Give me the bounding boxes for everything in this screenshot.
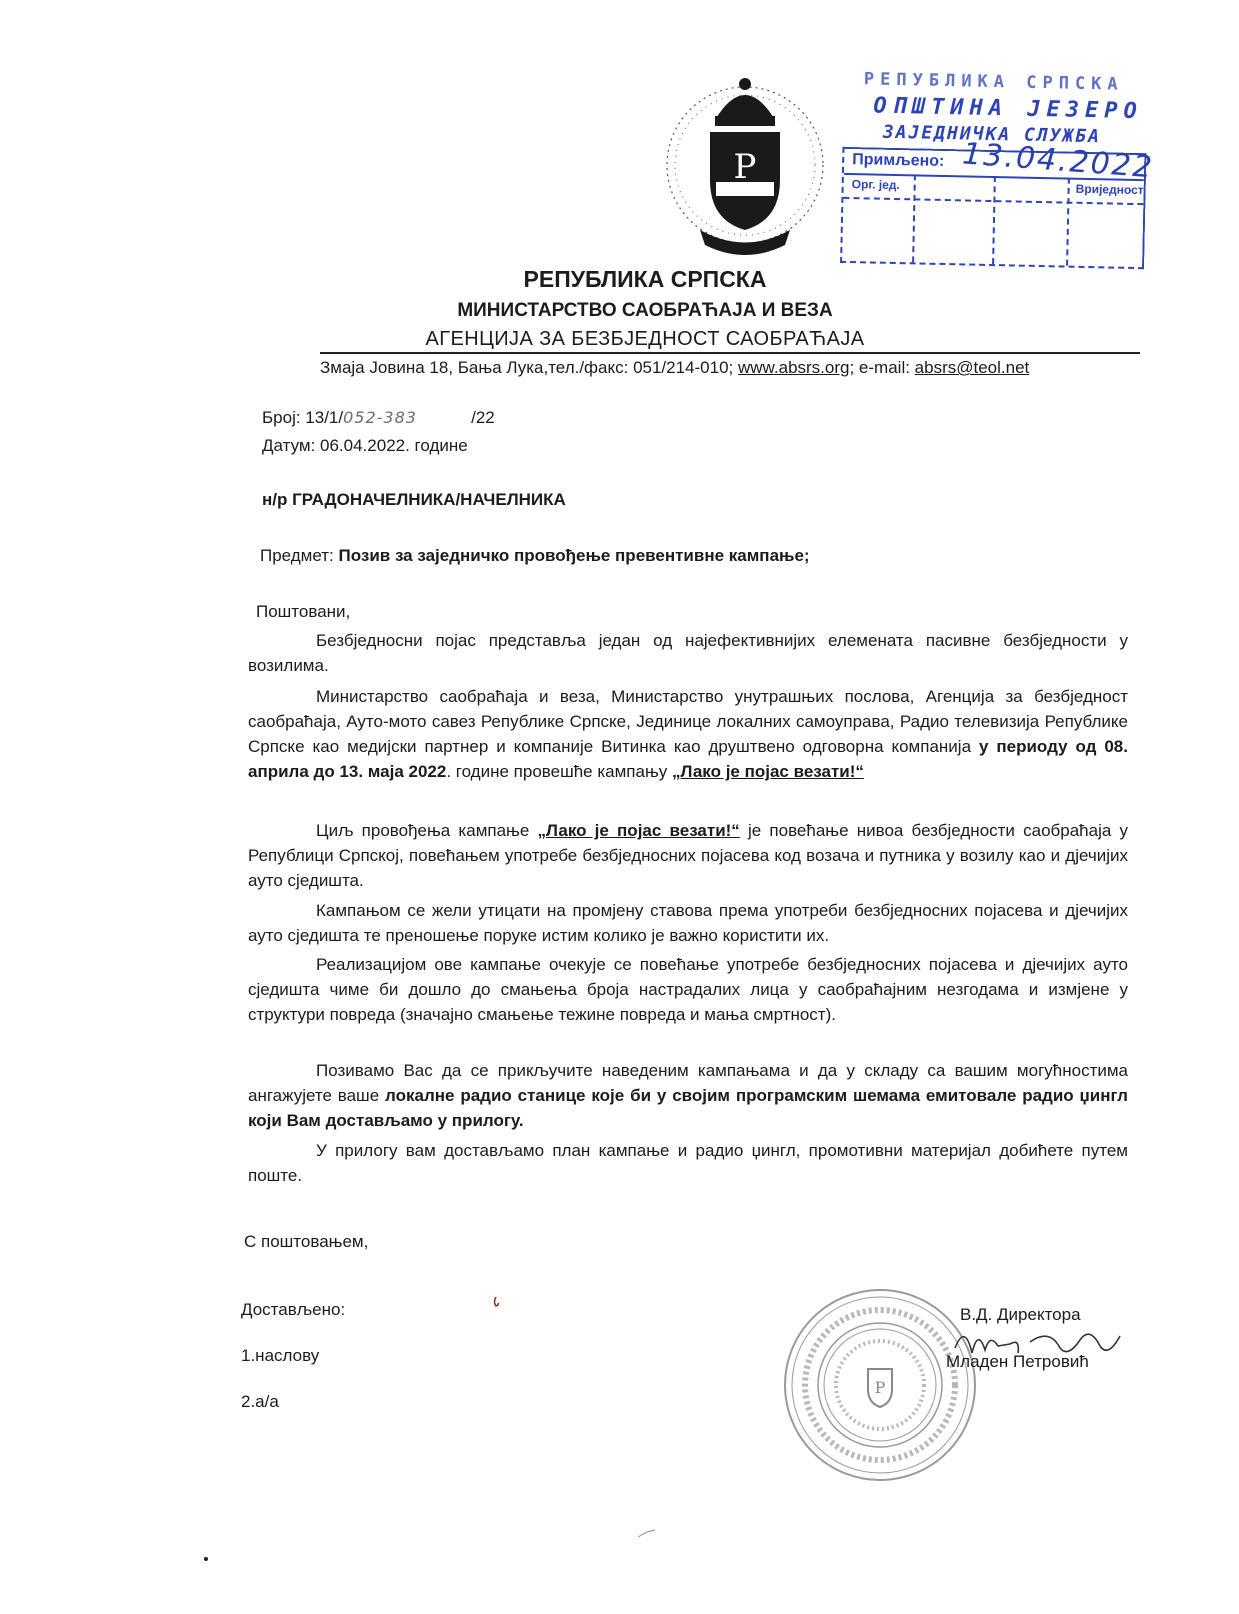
header-agency: АГЕНЦИЈА ЗА БЕЗБЈЕДНОСТ САОБРАЋАЈА: [425, 328, 865, 350]
header-address: Змаја Јовина 18, Бања Лука,тел./факс: 051/214-010;: [320, 358, 738, 377]
stamp-line-republic: РЕПУБЛИКА СРПСКА: [863, 69, 1124, 95]
header-divider: [320, 352, 1140, 354]
paragraph-4-text: Кампањом се жели утицати на промјену ставова према употреби безбједносних појасева и дјечијих ауто сједишта те преношење поруке истим колико је важно користити их.: [248, 901, 1128, 945]
paragraph-1: [248, 628, 1128, 678]
attention-line: н/р ГРАДОНАЧЕЛНИКА/НАЧЕЛНИКА: [262, 490, 566, 509]
pencil-mark: [637, 1526, 657, 1536]
paragraph-2-text-b: . године провешће кампању: [446, 762, 672, 781]
number-handwritten: 052-383: [343, 408, 417, 427]
ink-dot: [204, 1557, 208, 1561]
received-stamp: [830, 69, 1154, 276]
stamp-value-header: Вриједност: [1075, 181, 1144, 198]
recipient-item: 2.а/а: [241, 1392, 279, 1411]
stamp-line-municipality: ОПШТИНА ЈЕЗЕРО: [873, 93, 1143, 125]
number-prefix: Број: 13/1/: [262, 408, 344, 427]
paragraph-5: [248, 952, 1128, 1027]
stamp-box: [840, 136, 1156, 269]
paragraph-5-text: Реализацијом ове кампање очекује се повећање употребе безбједносних појасева и дјечијих ауто сједишта чиме би дошло до смањења броја настрадалих лица у саобраћајним незгодама и измјене у структури повреда (значајно смањење тежине повреда и мања смртност).: [248, 955, 1128, 1024]
paragraph-7: [248, 1138, 1128, 1188]
paragraph-3: [248, 818, 1128, 893]
greeting: Поштовани,: [256, 602, 351, 621]
stamp-received-label: Примљено:: [852, 151, 945, 170]
paragraph-2-period: у периоду од 08. априла до 13. маја 2022: [248, 737, 1128, 781]
signatory-title: В.Д. Директора: [960, 1305, 1081, 1324]
handwritten-signature-icon: [950, 1318, 1130, 1368]
paragraph-3-campaign-name: „Лако је појас везати!“: [537, 821, 740, 840]
number-suffix: /22: [471, 408, 495, 427]
stamp-org-unit-header: Орг. јед.: [851, 177, 900, 193]
closing-salutation: С поштовањем,: [244, 1232, 369, 1251]
header-ministry: МИНИСТАРСТВО САОБРАЋАЈА И ВЕЗА: [457, 300, 833, 321]
recipient-item: 1.наслову: [241, 1346, 320, 1365]
header-address-line: [320, 358, 1029, 378]
paragraph-3-text-b: је повећање нивоа безбједности саобраћаја у Републици Српској, повећањем употребе безбједносних појасева код возача и путника у возилу као и дјечијих ауто сједишта.: [248, 821, 1128, 890]
delivered-label: Достављено:: [241, 1300, 346, 1319]
coat-of-arms-icon: [660, 70, 830, 255]
paragraph-6: [248, 1058, 1128, 1133]
paragraph-2: [248, 684, 1128, 784]
paragraph-6-text: Позивамо Вас да се прикључите наведеним кампањама и да у складу са вашим могућностима ангажујете ваше: [248, 1061, 1128, 1105]
svg-text:Р: Р: [874, 1378, 886, 1397]
stamp-received-date: 13.04.2022: [961, 136, 1156, 186]
document-number: [262, 408, 495, 428]
subject-text: Позив за заједничко провођење превентивне кампање;: [338, 546, 810, 565]
paragraph-3-text: Циљ провођења кампање: [316, 821, 538, 840]
header-email-label: ; e-mail:: [849, 358, 915, 377]
ink-mark: [493, 1294, 500, 1304]
paragraph-2-text: Министарство саобраћаја и веза, Министарство унутрашњих послова, Агенција за безбједност саобраћаја, Ауто-мото савез Републике Српске, Јединице локалних самоуправа, Радио телевизија Републике Српске као медијски партнер и компаније Витинка као друштвено одговорна компанија: [248, 687, 1128, 756]
paragraph-4: [248, 898, 1128, 948]
paragraph-6-bold: локалне радио станице које би у својим програмским шемама емитовале радио џингл који Вам достављамо у прилогу.: [248, 1086, 1128, 1130]
document-date: Датум: 06.04.2022. године: [262, 436, 468, 455]
round-seal-icon: [780, 1285, 980, 1485]
stamp-line-service: ЗАЈЕДНИЧКА СЛУЖБА: [882, 121, 1102, 148]
header-website-link[interactable]: www.absrs.org: [738, 358, 850, 377]
svg-text:Р: Р: [733, 147, 757, 187]
subject-line: [260, 546, 810, 566]
paragraph-7-text: У прилогу вам достављамо план кампање и радио џингл, промотивни материјал добићете путем поште.: [248, 1141, 1128, 1185]
header-email-link[interactable]: absrs@teol.net: [914, 358, 1030, 377]
header-republic: РЕПУБЛИКА СРПСКА: [523, 266, 767, 292]
paragraph-2-campaign-name: „Лако је појас везати!“: [672, 762, 864, 781]
subject-label: Предмет:: [260, 546, 339, 565]
signatory-name: Младен Петровић: [946, 1352, 1089, 1371]
paragraph-1-text: Безбједносни појас представља један од најефективнијих елемената пасивне безбједности у возилима.: [248, 631, 1128, 675]
